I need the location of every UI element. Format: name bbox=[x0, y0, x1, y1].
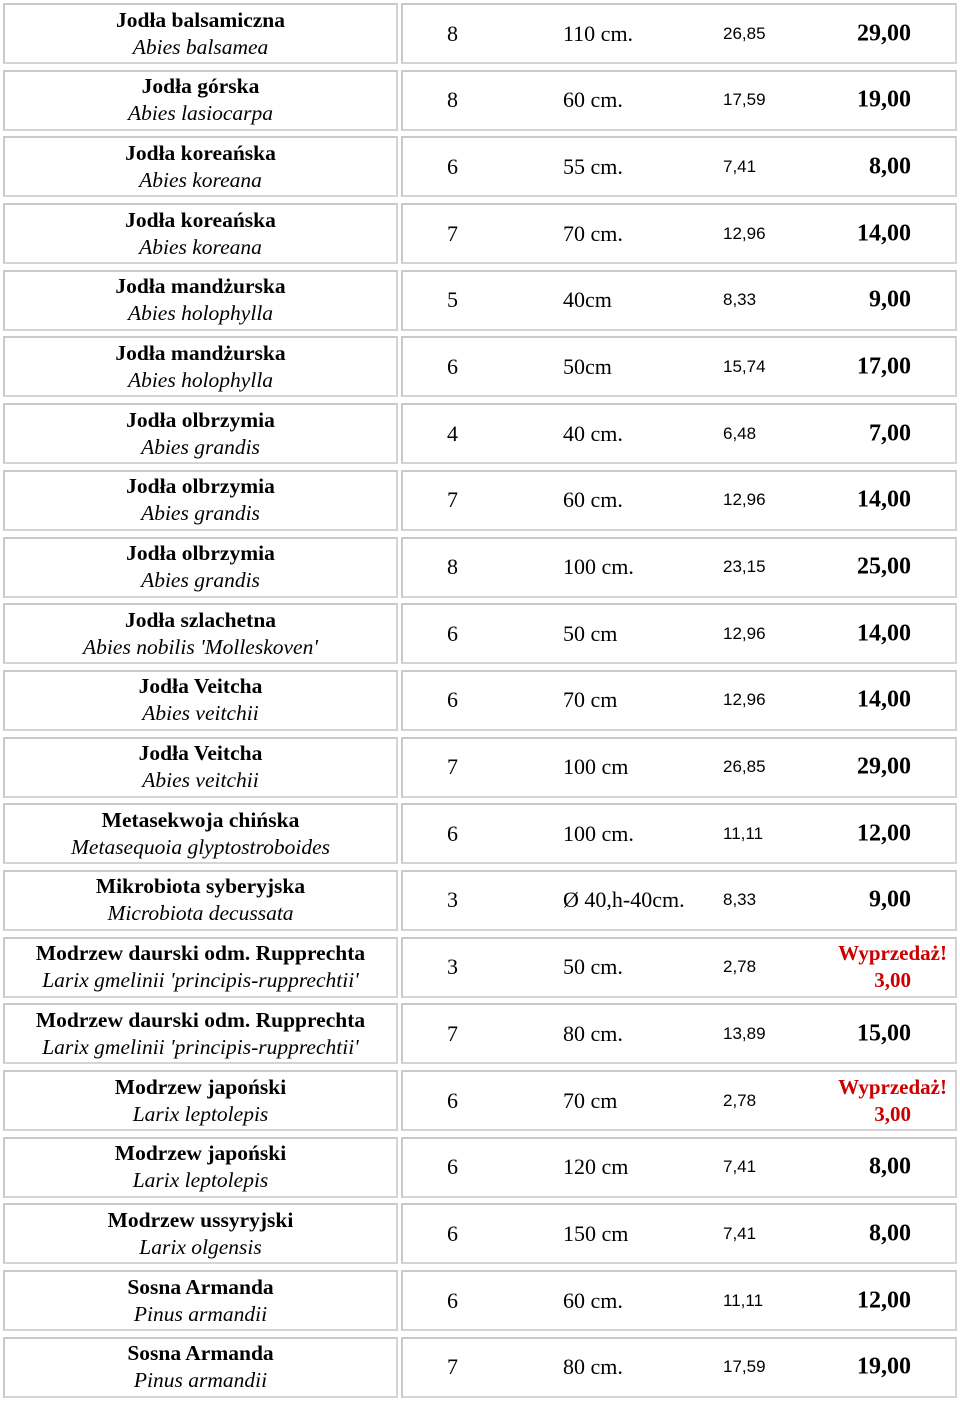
plant-size: 100 cm. bbox=[563, 820, 634, 846]
quantity: 6 bbox=[447, 620, 458, 646]
quantity: 7 bbox=[447, 754, 458, 780]
net-price: 7,41 bbox=[723, 156, 757, 176]
polish-name: Jodła olbrzymia bbox=[126, 407, 275, 432]
latin-name: Larix leptolepis bbox=[132, 1168, 269, 1193]
plant-size: 100 cm bbox=[563, 754, 629, 780]
polish-name: Jodła górska bbox=[141, 74, 260, 99]
price-row bbox=[401, 3, 957, 64]
quantity: 7 bbox=[447, 1020, 458, 1046]
price-row bbox=[401, 403, 957, 464]
quantity: 6 bbox=[447, 1220, 458, 1246]
net-price: 17,59 bbox=[723, 90, 766, 110]
name-cell bbox=[3, 336, 398, 397]
gross-price: 14,00 bbox=[857, 686, 911, 713]
quantity: 5 bbox=[447, 287, 458, 313]
name-cell bbox=[3, 1203, 398, 1264]
polish-name: Modrzew japoński bbox=[114, 1141, 287, 1166]
plant-size: 50cm bbox=[563, 353, 612, 379]
name-cell bbox=[3, 270, 398, 331]
price-row bbox=[401, 70, 957, 131]
gross-price: 29,00 bbox=[857, 753, 911, 780]
gross-price: 12,00 bbox=[857, 820, 911, 847]
name-cell bbox=[3, 136, 398, 197]
name-cell bbox=[3, 1070, 398, 1131]
polish-name: Sosna Armanda bbox=[127, 1274, 274, 1299]
plant-size: 60 cm. bbox=[563, 487, 623, 513]
sale-price: 3,00 bbox=[874, 1101, 911, 1126]
net-price: 2,78 bbox=[723, 1090, 757, 1110]
price-row bbox=[401, 470, 957, 531]
net-price: 26,85 bbox=[723, 757, 766, 777]
gross-price: 14,00 bbox=[857, 220, 911, 247]
quantity: 6 bbox=[447, 1087, 458, 1113]
plant-size: 70 cm. bbox=[563, 220, 623, 246]
net-price: 12,96 bbox=[723, 690, 766, 710]
quantity: 6 bbox=[447, 353, 458, 379]
quantity: 7 bbox=[447, 487, 458, 513]
latin-name: Abies koreana bbox=[139, 167, 262, 192]
price-row bbox=[401, 203, 957, 264]
net-price: 7,41 bbox=[723, 1223, 757, 1243]
plant-size: 40cm bbox=[563, 287, 612, 313]
sale-price: 3,00 bbox=[874, 968, 911, 993]
name-cell bbox=[3, 203, 398, 264]
gross-price: 8,00 bbox=[869, 1220, 911, 1247]
gross-price: 29,00 bbox=[857, 20, 911, 46]
quantity: 7 bbox=[447, 1354, 458, 1380]
plant-size: Ø 40,h-40cm. bbox=[563, 887, 685, 913]
name-cell bbox=[3, 1137, 398, 1198]
quantity: 8 bbox=[447, 554, 458, 579]
quantity: 6 bbox=[447, 1287, 458, 1313]
plant-size: 70 cm bbox=[563, 1087, 618, 1113]
plant-size: 50 cm. bbox=[563, 954, 623, 980]
polish-name: Metasekwoja chińska bbox=[101, 807, 300, 832]
latin-name: Larix gmelinii 'principis-rupprechtii' bbox=[42, 1034, 359, 1059]
latin-name: Larix leptolepis bbox=[132, 1101, 269, 1126]
name-cell bbox=[3, 537, 398, 598]
name-cell bbox=[3, 803, 398, 864]
net-price: 12,96 bbox=[723, 490, 766, 510]
gross-price: 8,00 bbox=[869, 153, 911, 180]
price-row bbox=[401, 937, 957, 998]
net-price: 7,41 bbox=[723, 1157, 757, 1177]
gross-price: 9,00 bbox=[869, 886, 911, 913]
latin-name: Abies koreana bbox=[139, 234, 262, 259]
sale-label: Wyprzedaż! bbox=[838, 1074, 947, 1099]
latin-name: Microbiota decussata bbox=[107, 901, 294, 926]
latin-name: Abies grandis bbox=[141, 568, 260, 592]
net-price: 15,74 bbox=[723, 356, 766, 376]
name-cell bbox=[3, 403, 398, 464]
polish-name: Modrzew ussyryjski bbox=[107, 1207, 294, 1232]
name-cell bbox=[3, 1337, 398, 1398]
gross-price: 25,00 bbox=[857, 553, 911, 580]
gross-price: 9,00 bbox=[869, 286, 911, 313]
quantity: 3 bbox=[447, 954, 458, 980]
sale-price-block bbox=[838, 1074, 947, 1128]
net-price: 17,59 bbox=[723, 1357, 766, 1377]
polish-name: Jodła olbrzymia bbox=[126, 474, 275, 499]
name-cell bbox=[3, 603, 398, 664]
gross-price: 8,00 bbox=[869, 1153, 911, 1180]
latin-name: Metasequoia glyptostroboides bbox=[71, 834, 330, 859]
polish-name: Modrzew japoński bbox=[114, 1074, 287, 1099]
polish-name: Jodła szlachetna bbox=[124, 607, 277, 632]
quantity: 3 bbox=[447, 887, 458, 913]
plant-size: 70 cm bbox=[563, 687, 618, 713]
name-cell bbox=[3, 70, 398, 131]
net-price: 11,11 bbox=[723, 823, 764, 843]
sale-label: Wyprzedaż! bbox=[838, 941, 947, 966]
polish-name: Sosna Armanda bbox=[127, 1341, 274, 1366]
price-row bbox=[401, 336, 957, 397]
net-price: 8,33 bbox=[723, 290, 757, 310]
gross-price: 19,00 bbox=[857, 86, 911, 113]
plant-size: 60 cm. bbox=[563, 87, 623, 113]
quantity: 8 bbox=[447, 87, 458, 113]
polish-name: Jodła koreańska bbox=[125, 207, 276, 232]
polish-name: Mikrobiota syberyjska bbox=[95, 874, 306, 899]
plant-size: 40 cm. bbox=[563, 420, 623, 446]
name-cell bbox=[3, 737, 398, 798]
quantity: 6 bbox=[447, 1154, 458, 1180]
price-details-column bbox=[401, 3, 957, 1403]
latin-name: Abies lasiocarpa bbox=[127, 101, 274, 126]
gross-price: 7,00 bbox=[869, 420, 911, 447]
price-row bbox=[401, 136, 957, 197]
net-price: 6,48 bbox=[723, 423, 757, 443]
polish-name: Jodła mandżurska bbox=[115, 340, 286, 365]
gross-price: 15,00 bbox=[857, 1020, 911, 1047]
name-cell bbox=[3, 1003, 398, 1064]
plant-name-column bbox=[3, 3, 398, 1403]
net-price: 26,85 bbox=[723, 23, 766, 43]
latin-name: Abies grandis bbox=[141, 434, 260, 459]
plant-size: 50 cm bbox=[563, 620, 618, 646]
quantity: 4 bbox=[447, 420, 458, 446]
plant-size: 55 cm. bbox=[563, 153, 623, 179]
price-row bbox=[401, 1270, 957, 1331]
net-price: 13,89 bbox=[723, 1023, 766, 1043]
plant-size: 100 cm. bbox=[563, 554, 634, 579]
name-cell bbox=[3, 870, 398, 931]
quantity: 7 bbox=[447, 220, 458, 246]
polish-name: Modrzew daurski odm. Rupprechta bbox=[35, 941, 366, 966]
net-price: 12,96 bbox=[723, 223, 766, 243]
sale-price-block bbox=[838, 940, 947, 994]
latin-name: Abies veitchii bbox=[142, 701, 259, 726]
gross-price: 14,00 bbox=[857, 486, 911, 513]
price-row bbox=[401, 803, 957, 864]
price-row bbox=[401, 1337, 957, 1398]
latin-name: Abies nobilis 'Molleskoven' bbox=[83, 634, 318, 659]
gross-price: 12,00 bbox=[857, 1287, 911, 1314]
polish-name: Jodła Veitcha bbox=[138, 674, 263, 699]
polish-name: Jodła balsamiczna bbox=[115, 7, 286, 32]
name-cell bbox=[3, 470, 398, 531]
price-row bbox=[401, 603, 957, 664]
price-row bbox=[401, 537, 957, 598]
price-row bbox=[401, 670, 957, 731]
quantity: 8 bbox=[447, 20, 458, 46]
quantity: 6 bbox=[447, 820, 458, 846]
gross-price: 19,00 bbox=[857, 1353, 911, 1380]
price-row bbox=[401, 1003, 957, 1064]
price-row bbox=[401, 737, 957, 798]
plant-size: 60 cm. bbox=[563, 1287, 623, 1313]
quantity: 6 bbox=[447, 687, 458, 713]
plant-size: 80 cm. bbox=[563, 1354, 623, 1380]
plant-size: 110 cm. bbox=[563, 20, 634, 46]
plant-size: 80 cm. bbox=[563, 1020, 623, 1046]
plant-size: 120 cm bbox=[563, 1154, 629, 1180]
latin-name: Abies grandis bbox=[141, 501, 260, 526]
name-cell bbox=[3, 937, 398, 998]
price-row bbox=[401, 1070, 957, 1131]
name-cell bbox=[3, 1270, 398, 1331]
polish-name: Jodła olbrzymia bbox=[126, 541, 275, 565]
net-price: 23,15 bbox=[723, 557, 766, 576]
latin-name: Larix olgensis bbox=[139, 1234, 262, 1259]
quantity: 6 bbox=[447, 153, 458, 179]
price-row bbox=[401, 870, 957, 931]
name-cell bbox=[3, 3, 398, 64]
polish-name: Jodła koreańska bbox=[125, 140, 276, 165]
price-row bbox=[401, 1203, 957, 1264]
plant-size: 150 cm bbox=[563, 1220, 629, 1246]
price-row bbox=[401, 270, 957, 331]
price-row bbox=[401, 1137, 957, 1198]
latin-name: Pinus armandii bbox=[133, 1368, 268, 1393]
latin-name: Abies balsamea bbox=[132, 34, 269, 59]
net-price: 11,11 bbox=[723, 1290, 764, 1310]
gross-price: 17,00 bbox=[857, 353, 911, 380]
latin-name: Abies holophylla bbox=[127, 367, 274, 392]
gross-price: 14,00 bbox=[857, 620, 911, 647]
net-price: 8,33 bbox=[723, 890, 757, 910]
polish-name: Modrzew daurski odm. Rupprechta bbox=[35, 1007, 366, 1032]
net-price: 2,78 bbox=[723, 957, 757, 977]
latin-name: Pinus armandii bbox=[133, 1301, 268, 1326]
latin-name: Abies veitchii bbox=[142, 768, 259, 793]
name-cell bbox=[3, 670, 398, 731]
polish-name: Jodła mandżurska bbox=[115, 274, 286, 299]
latin-name: Larix gmelinii 'principis-rupprechtii' bbox=[42, 968, 359, 993]
latin-name: Abies holophylla bbox=[127, 301, 274, 326]
net-price: 12,96 bbox=[723, 623, 766, 643]
polish-name: Jodła Veitcha bbox=[138, 741, 263, 766]
